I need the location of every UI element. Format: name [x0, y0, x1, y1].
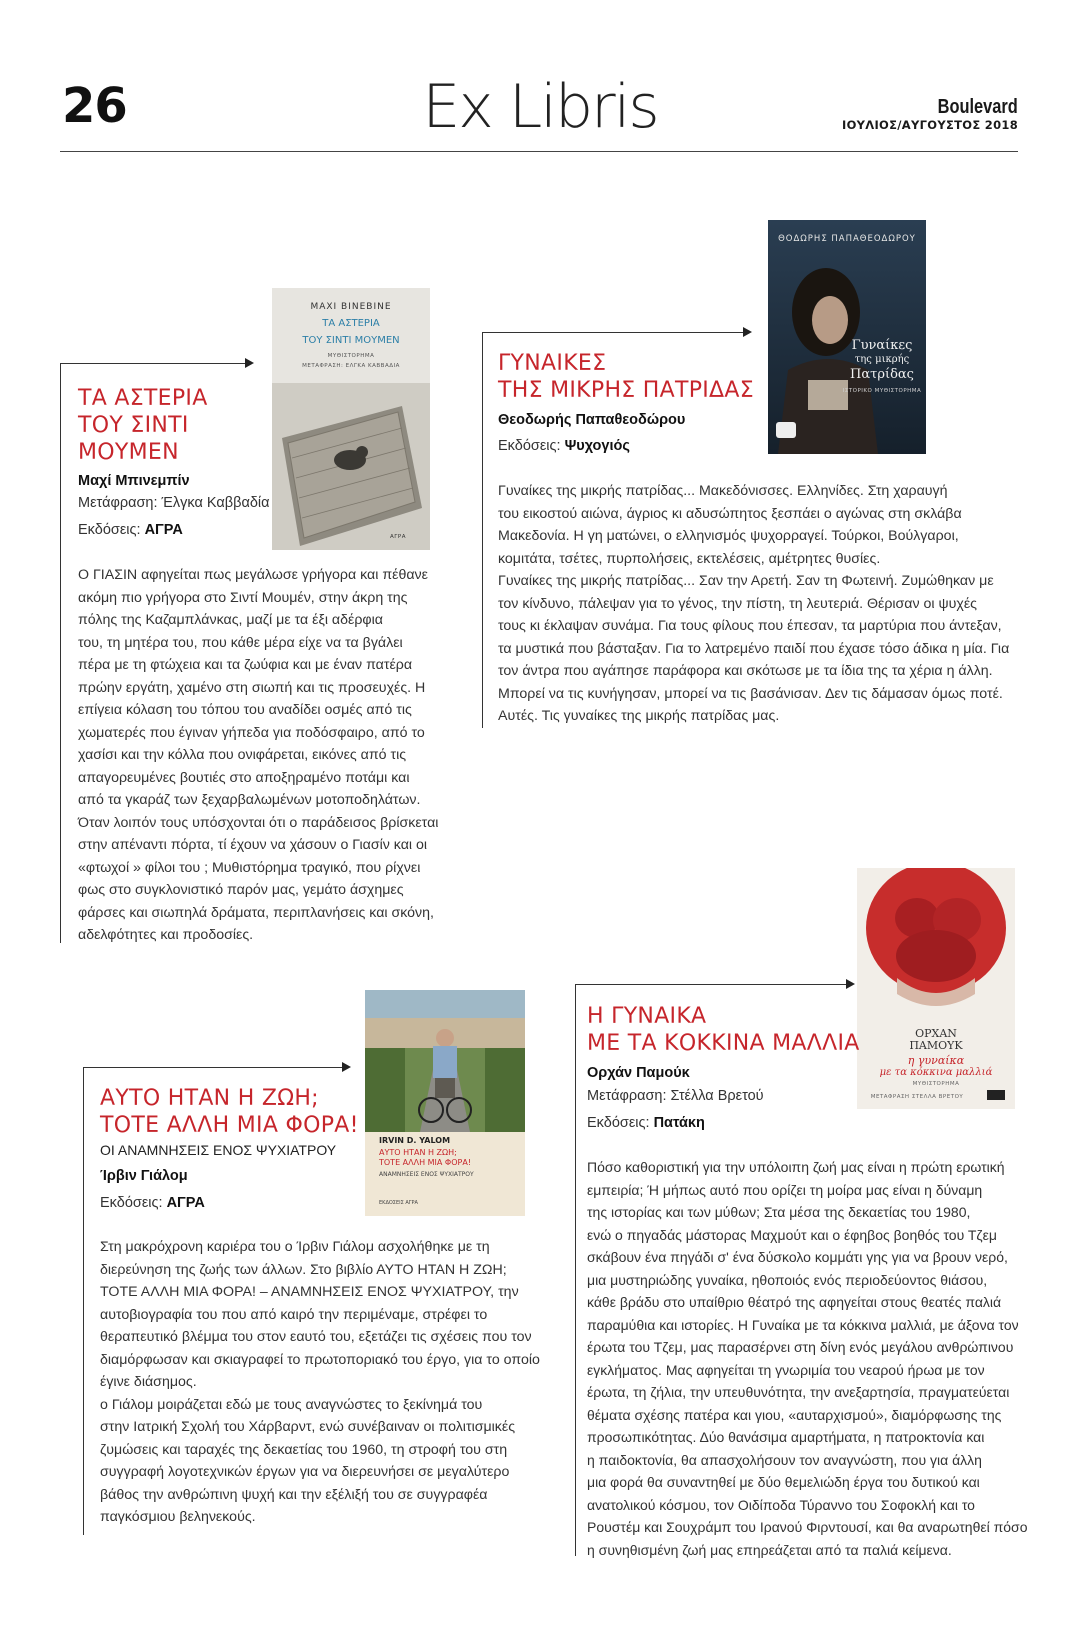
book-cover-yalom: [365, 990, 525, 1216]
article-body: [100, 1236, 555, 1529]
book-cover-gynaikes: [768, 220, 926, 454]
body-line: θέματα σχέσης πατέρα και γιου, «αυταρχισμού», διαμόρφωσης της: [587, 1406, 1002, 1423]
cover-translator: ΜΕΤΑΦΡΑΣΗ: ΕΛΓΚΑ ΚΑΒΒΑΔΙΑ: [302, 363, 400, 369]
body-line: φάρσες και σιωπηλά δράματα, περιπλανήσεις και σκόνη,: [78, 904, 434, 921]
article-publisher: [587, 1114, 705, 1132]
body-line: έρωτα, τη ζήλια, την υπευθυνότητα, την ανεξαρτησία, πραγματεύεται: [587, 1384, 1010, 1400]
arrow-icon: [743, 327, 752, 337]
publisher-logo-icon: [776, 422, 796, 438]
publisher-label: Εκδόσεις:: [587, 1115, 650, 1131]
cover-publisher: ΕΚΔΟΣΕΙΣ ΑΓΡΑ: [379, 1200, 418, 1206]
body-line: τον κίνδυνο, πάλεψαν για το γένος, την πίστη, τη λευτεριά. Θέρισαν οι ψυχές: [498, 595, 978, 612]
body-line: πρώην εργάτη, χαμένο στη σιωπή και τις προσευχές. Η: [78, 679, 426, 696]
article-1-left-line: [60, 363, 61, 943]
magazine-brand: Boulevard: [937, 96, 1018, 118]
article-title-line-3: ΜΟΥΜΕΝ: [78, 440, 179, 465]
body-line: της ιστορίας και των μύθων; Στα μέσα της δεκαετίας του 1980,: [587, 1204, 971, 1220]
cover-author-line-1: ΟΡΧΑΝ: [915, 1027, 957, 1040]
article-translation: Μετάφραση: Στέλλα Βρετού: [587, 1088, 764, 1104]
article-body: [78, 564, 450, 947]
body-line: Όταν λοιπόν τους υπόσχονται ότι ο παράδεισος βρίσκεται: [78, 814, 439, 831]
article-title-line-2: ΤΗΣ ΜΙΚΡΗΣ ΠΑΤΡΙΔΑΣ: [498, 378, 754, 403]
body-line: τους κι έκλαψαν συνάμα. Για τους φίλους που έπεσαν, τα μαρτύρια που άντεξαν,: [498, 618, 1002, 634]
cover-author: ΜΑΧΙ ΒΙΝΕΒΙΝΕ: [310, 302, 392, 312]
body-line: ζυμώσεις και ταραχές της δεκαετίας του 1960, τη στροφή του στη: [100, 1441, 508, 1458]
body-line: Μπορεί να τις κυνήγησαν, μπορεί να τις βασάνισαν. Δεν τις δάμασαν όμως ποτέ.: [498, 685, 1003, 702]
article-title-line-1: ΓΥΝΑΙΚΕΣ: [498, 351, 607, 376]
body-line: Ο ΓΙΑΣΙΝ αφηγείται πως μεγάλωσε γρήγορα και πέθανε: [78, 567, 428, 583]
arrow-icon: [342, 1062, 351, 1072]
cover-title-line-1: ΑΥΤΟ ΗΤΑΝ Η ΖΩΗ;: [379, 1148, 457, 1157]
body-line: έρωτα του Τζεμ, μας παρασέρνει στη δίνη ενός μεγάλου ανθρώπινου: [587, 1339, 1014, 1355]
body-line: προσωπικότητας. Δύο θανάσιμα αμαρτήματα, η πατροκτονία και: [587, 1429, 985, 1445]
publisher-logo-icon: [987, 1090, 1005, 1100]
publisher-name: ΑΓΡΑ: [166, 1195, 205, 1211]
body-line: εγκλήματος. Μας αφηγείται τη γνωριμία του νεαρού ήρωα με τον: [587, 1361, 985, 1378]
body-line: του εικοστού αιώνα, άγριος κι αδυσώπητος ξεσπάει ο αγώνας στη σκλάβα: [498, 505, 962, 522]
article-publisher: [78, 521, 183, 539]
body-line: συγγραφή λογοτεχνικών έργων για να διερευνήσει σε μεγαλύτερο: [100, 1464, 510, 1480]
publisher-label: Εκδόσεις:: [78, 522, 141, 538]
article-author: Θεοδωρής Παπαθεοδώρου: [498, 412, 686, 428]
book-cover-pamuk: [857, 868, 1015, 1109]
body-line: στην απέναντι πόρτα, τί έχουν να χάσουν ο Γιασίν και οι: [78, 837, 428, 853]
cover-title-line-2: ΤΟΥ ΣΙΝΤΙ ΜΟΥΜΕΝ: [302, 335, 400, 346]
body-line: εμπειρία; Ή μήπως αυτό που ορίζει τη μοίρα μας είναι η δύναμη: [587, 1181, 983, 1198]
cover-genre: ΑΝΑΜΝΗΣΕΙΣ ΕΝΟΣ ΨΥΧΙΑΤΡΟΥ: [379, 1171, 474, 1178]
body-line: αυτοβιογραφία του που από καιρό την περιμέναμε, στρέφει το: [100, 1306, 488, 1323]
body-line: φως στο συγκλονιστικό παρόν μας, γεμάτο άσχημες: [78, 882, 404, 898]
body-line: ακόμη πιο γρήγορα στο Σιντί Μουμέν, στην άκρη της: [78, 589, 408, 606]
article-title-line-1: ΑΥΤΟ ΗΤΑΝ Η ΖΩΗ;: [100, 1086, 319, 1111]
article-title-line-1: Η ΓΥΝΑΙΚΑ: [587, 1004, 707, 1029]
article-2-top-line: [482, 332, 744, 333]
cover-title-line-2: της μικρής: [854, 354, 910, 365]
body-line: παγκόσμιου βεληνεκούς.: [100, 1509, 256, 1525]
body-line: η συνηθισμένη ζωή μας επηρεάζεται από τα παλιά κείμενα.: [587, 1541, 952, 1558]
body-line: χασίσι και την κόλλα που ονιφάρεται, εικόνες από τις: [78, 747, 407, 763]
body-line: θεραπευτικό βλέμμα του στον εαυτό του, εξετάζει τις σχέσεις που τον: [100, 1329, 532, 1345]
body-line: Πόσο καθοριστική για την υπόλοιπη ζωή μας είναι η πρώτη ερωτική: [587, 1159, 1005, 1175]
book-cover-asteria: [272, 288, 430, 550]
body-line: Γυναίκες της μικρής πατρίδας... Μακεδόνισσες. Ελληνίδες. Στη χαραυγή: [498, 483, 948, 499]
cover-title-line-1: η γυναίκα: [907, 1054, 965, 1067]
body-line: ο Γιάλομ μοιράζεται εδώ με τους αναγνώστες το ξεκίνημά του: [100, 1396, 483, 1413]
body-line: ΤΟΤΕ ΑΛΛΗ ΜΙΑ ΦΟΡΑ! – ΑΝΑΜΝΗΣΕΙΣ ΕΝΟΣ ΨΥΧΙΑΤΡΟΥ, την: [100, 1284, 519, 1300]
article-4-left-line: [575, 984, 576, 1556]
body-line: ανατολικού κόσμου, τον Οιδίποδα Τύραννο του Σοφοκλή και το: [587, 1496, 975, 1513]
body-line: Μακεδονία. Η γη ματώνει, ο ελληνισμός ψυχορραγεί. Τούρκοι, Βούλγαροι,: [498, 528, 959, 544]
body-line: πόλης της Καζαμπλάνκας, μαζί με τα έξι αδέρφια: [78, 612, 383, 628]
publisher-name: Πατάκη: [653, 1115, 705, 1131]
body-line: από τα γκαράζ των ξεχαρβαλωμένων μοτοποδηλάτων.: [78, 792, 421, 808]
body-line: μια μυστηριώδης γυναίκα, ηθοποιός ενός περιοδεύοντος θιάσου,: [587, 1271, 988, 1288]
article-1-top-line: [60, 363, 246, 364]
cover-translator: ΜΕΤΑΦΡΑΣΗ ΣΤΕΛΛΑ ΒΡΕΤΟΥ: [870, 1094, 964, 1100]
article-body: [587, 1156, 1037, 1561]
cover-genre: ΙΣΤΟΡΙΚΟ ΜΥΘΙΣΤΟΡΗΜΑ: [842, 388, 922, 394]
body-line: του, τη μητέρα του, που κάθε μέρα είχε να τα βγάλει: [78, 634, 403, 651]
cover-illustration: [768, 220, 926, 454]
article-title-line-2: ΜΕ ΤΑ ΚΟΚΚΙΝΑ ΜΑΛΛΙΑ: [587, 1031, 860, 1056]
article-3-top-line: [83, 1067, 343, 1068]
body-line: «φτωχοί » φίλοι του ; Μυθιστόρημα τραγικό, που ρίχνει: [78, 859, 421, 876]
body-line: σκάβουν ένα πηγάδι σ' ένα δύσκολο κομμάτι γης για να βρουν νερό,: [587, 1249, 1008, 1265]
cover-title-line-2: ΤΟΤΕ ΑΛΛΗ ΜΙΑ ΦΟΡΑ!: [379, 1158, 472, 1167]
article-publisher: [498, 437, 630, 455]
article-body: [498, 480, 1028, 728]
body-line: τον άντρα που αγάπησε παράφορα και σκότωσε με τα ίδια της τα χέρια η άλλη.: [498, 663, 993, 679]
cover-publisher: ΑΓΡΑ: [390, 534, 406, 540]
body-line: μια φορά θα συναντηθεί με δύο θεμελιώδη έργα του δυτικού και: [587, 1474, 980, 1490]
body-line: διαμόρφωσαν και σκιαγραφεί το πρωτοποριακό του έργο, για το οποίο: [100, 1351, 540, 1368]
article-3-left-line: [83, 1067, 84, 1535]
cover-title-line-2: με τα κόκκινα μαλλιά: [879, 1067, 993, 1078]
cover-genre: ΜΥΘΙΣΤΟΡΗΜΑ: [912, 1081, 960, 1087]
body-line: στην Ιατρική Σχολή του Χάρβαρντ, ενώ συνέβαιναν οι πολιτισμικές: [100, 1419, 516, 1435]
body-line: Στη μακρόχρονη καριέρα του ο Ίρβιν Γιάλομ ασχολήθηκε με τη: [100, 1239, 490, 1255]
article-translation: Μετάφραση: Έλγκα Καββαδία: [78, 495, 270, 511]
section-title: Ex Libris: [422, 72, 658, 142]
cover-genre: ΜΥΘΙΣΤΟΡΗΜΑ: [327, 353, 375, 359]
article-publisher: [100, 1194, 205, 1212]
article-author: Μαχί Μπινεμπίν: [78, 473, 190, 489]
page-number: 26: [62, 78, 127, 134]
cover-author-line-2: ΠΑΜΟΥΚ: [909, 1039, 963, 1052]
body-line: χωματερές που έγιναν γήπεδα για ποδόσφαιρο, από το: [78, 724, 425, 741]
article-title-line-2: ΤΟΥ ΣΙΝΤΙ: [78, 413, 189, 438]
article-subtitle: ΟΙ ΑΝΑΜΝΗΣΕΙΣ ΕΝΟΣ ΨΥΧΙΑΤΡΟΥ: [100, 1142, 337, 1158]
cover-photo: [365, 990, 525, 1132]
article-title-line-2: ΤΟΤΕ ΑΛΛΗ ΜΙΑ ΦΟΡΑ!: [100, 1113, 359, 1138]
body-line: Γυναίκες της μικρής πατρίδας... Σαν την Αρετή. Σαν τη Φωτεινή. Ζυμώθηκαν με: [498, 573, 994, 589]
issue-date: ΙΟΥΛΙΟΣ/ΑΥΓΟΥΣΤΟΣ 2018: [842, 118, 1018, 132]
cover-author: ΘΟΔΩΡΗΣ ΠΑΠΑΘΕΟΔΩΡΟΥ: [778, 234, 916, 244]
cover-title-line-3: Πατρίδας: [850, 367, 914, 382]
arrow-icon: [245, 358, 254, 368]
publisher-name: Ψυχογιός: [564, 438, 630, 454]
body-line: κομιτάτα, τσέτες, πυρπολήσεις, εκτελέσεις, αμέτρητες θυσίες.: [498, 550, 881, 567]
body-line: πέρα με τη φτώχεια και τα ζωύφια και με έναν πατέρα: [78, 657, 413, 673]
publisher-name: ΑΓΡΑ: [144, 522, 183, 538]
body-line: έγινε διάσημος.: [100, 1374, 197, 1390]
cover-author: IRVIN D. YALOM: [379, 1136, 451, 1145]
article-title-line-1: ΤΑ ΑΣΤΕΡΙΑ: [78, 386, 208, 411]
body-line: τα μυστικά που βάσταξαν. Για το λατρεμένο παιδί που έχασε τόσο άδικα η μία. Για: [498, 640, 1010, 657]
article-author: Ορχάν Παμούκ: [587, 1065, 690, 1081]
header-rule: [60, 151, 1018, 152]
body-line: η παιδοκτονία, θα απασχολήσουν τον αναγνώστη, που για άλλη: [587, 1451, 982, 1468]
body-line: Ρουστέμ και Σουχράμπ του Ιρανού Φιρντουσί, και θα αναρωτηθεί πόσο: [587, 1519, 1028, 1535]
body-line: απαγορευμένες βουτιές στο αποξηραμένο ποτάμι και: [78, 769, 410, 786]
body-line: κάθε βράδυ στο υπαίθριο θέατρό της αφηγείται στους θεατές παλιά: [587, 1294, 1002, 1310]
cover-title-line-1: ΤΑ ΑΣΤΕΡΙΑ: [322, 318, 380, 329]
body-line: αδελφότητες και προδοσίες.: [78, 927, 254, 943]
body-line: ενώ ο πηγαδάς μάστορας Μαχμούτ και ο έφηβος βοηθός του Τζεμ: [587, 1226, 997, 1243]
publisher-label: Εκδόσεις:: [100, 1195, 163, 1211]
body-line: επίγεια κόλαση του τόπου του αναδίδει οσμές από τις: [78, 702, 412, 718]
article-author: Ίρβιν Γιάλομ: [100, 1168, 188, 1184]
article-4-top-line: [575, 984, 847, 985]
body-line: διερεύνηση της ζωής των άλλων. Στο βιβλίο ΑΥΤΟ ΗΤΑΝ Η ΖΩΗ;: [100, 1261, 507, 1278]
article-2-left-line: [482, 332, 483, 728]
cover-title-line-1: Γυναίκες: [851, 338, 913, 353]
body-line: Αυτές. Τις γυναίκες της μικρής πατρίδας μας.: [498, 708, 780, 724]
body-line: βάθος την ανθρώπινη ψυχή και την εξέλιξή του σε συγγραφέα: [100, 1486, 488, 1503]
body-line: παραμύθια και ιστορίες. Η Γυναίκα με τα κόκκινα μαλλιά, με άξονα τον: [587, 1316, 1019, 1333]
publisher-label: Εκδόσεις:: [498, 438, 561, 454]
arrow-icon: [846, 979, 855, 989]
